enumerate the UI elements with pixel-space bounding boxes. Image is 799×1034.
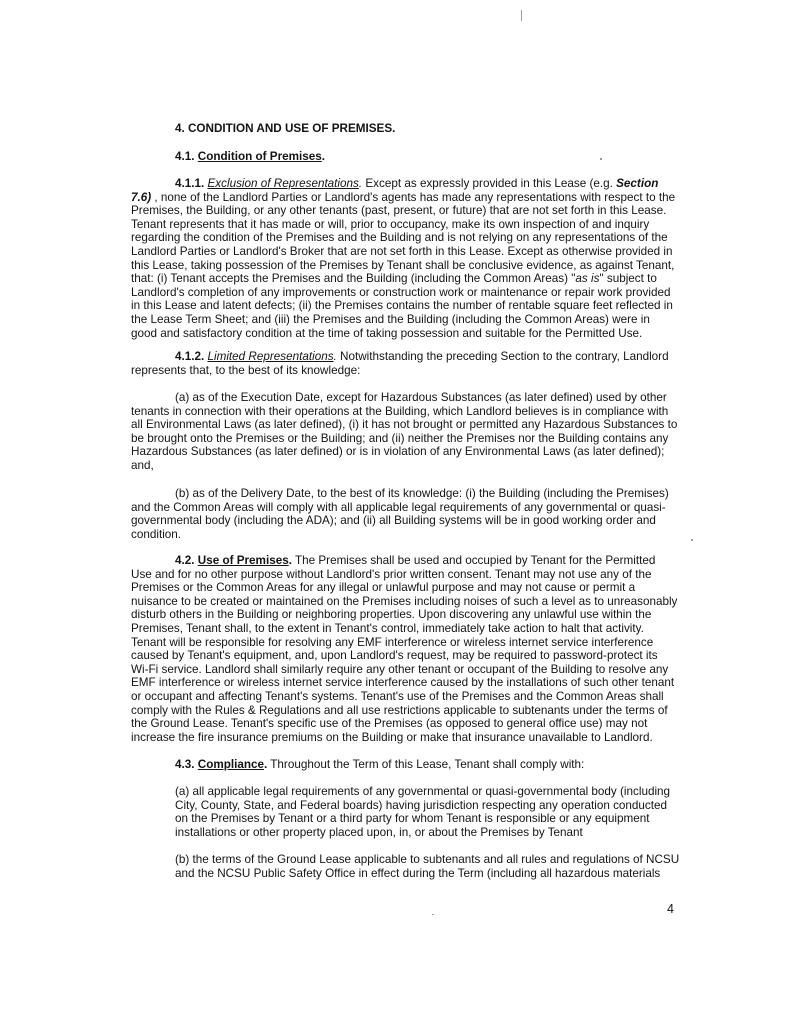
text-line (131, 622, 677, 636)
text-run: Landlord Parties or Landlord's Broker that are not set forth in this Lease. Except as otherwise provided in (131, 244, 673, 258)
text-line (131, 445, 677, 459)
text-run: Use of Premises (197, 554, 289, 567)
text-run: 4.3. (175, 758, 198, 771)
text-run: regarding the condition of the Premises and the Building and is not relying on any representations of the (131, 231, 668, 245)
text-line (131, 514, 669, 528)
text-run: Throughout the Term of this Lease, Tenant shall comply with: (267, 758, 585, 771)
text-run: be brought onto the Premises or the Building; and (ii) neither the Premises nor the Building contains any (131, 431, 669, 445)
text-line (131, 204, 675, 218)
text-line (131, 191, 675, 205)
paragraph-4-3-a (175, 785, 670, 839)
text-run: 4.2. (175, 554, 198, 567)
text-line (131, 649, 677, 663)
text-run: installations or other property placed upon, in, or about the Premises by Tenant (175, 825, 583, 839)
section-heading-4 (175, 122, 395, 136)
text-run: Wi-Fi service. Landlord shall similarly require any other tenant or occupant of the Building to resolve any (131, 662, 669, 676)
text-line (131, 487, 669, 501)
paragraph-4-1-1 (131, 177, 675, 340)
text-line (175, 812, 670, 826)
paragraph-4-3-b (175, 853, 679, 880)
text-line (131, 581, 677, 595)
text-line (131, 350, 669, 364)
text-line (131, 432, 677, 446)
text-line (131, 608, 677, 622)
paragraph-4-1-2-a (131, 391, 677, 473)
text-line (131, 245, 675, 259)
text-run: governmental body (including the ADA); and (ii) all Building systems will be in good working order and (131, 514, 656, 528)
text-run: good and satisfactory condition at the time of taking possession and suitable for the Permitted Use. (131, 326, 643, 340)
text-run: . (321, 150, 326, 163)
text-line (131, 704, 677, 718)
text-line (131, 299, 675, 313)
text-line (131, 218, 675, 232)
text-line (175, 826, 670, 840)
scan-speck (691, 539, 693, 541)
text-run: Section (616, 177, 659, 190)
text-run: Premises, Tenant shall, to the extent in Tenant's control, immediately take action to halt that activity. (131, 621, 644, 635)
scan-speck (521, 10, 522, 21)
paragraph-4-3 (175, 758, 584, 772)
text-line (175, 150, 325, 164)
text-run: increase the fire insurance premiums on the Building or make that insurance unavailable to Landlord. (131, 730, 653, 744)
text-line (131, 231, 675, 245)
text-run: " subject to (599, 272, 657, 286)
text-line (131, 327, 675, 341)
text-run: 7.6) (131, 190, 152, 204)
text-run: Use and for no other purpose without Landlord's prior written consent. Tenant may not use any of the (131, 567, 652, 581)
text-run: that: (i) Tenant accepts the Premises and the Building (including the Common Areas) " (131, 272, 576, 286)
text-line (131, 663, 677, 677)
text-line (175, 799, 670, 813)
text-line (175, 785, 670, 799)
text-run: Tenant will be responsible for resolving any EMF interference or wireless internet service interference (131, 635, 654, 649)
scan-speck (432, 914, 434, 915)
text-line (131, 717, 677, 731)
text-line (131, 286, 675, 300)
text-line (131, 731, 677, 745)
text-run: and, (131, 458, 154, 472)
paragraph-4-1-2-b (131, 487, 669, 541)
text-line (131, 636, 677, 650)
text-run: 4.1.2. (175, 350, 208, 363)
text-line (131, 272, 675, 286)
text-run: City, County, State, and Federal boards) having jurisdiction respecting any operation conducted (175, 798, 668, 812)
text-run: and the NCSU Public Safety Office in effect during the Term (including all hazardous materials (175, 866, 661, 880)
text-line (131, 364, 669, 378)
text-line (131, 568, 677, 582)
text-run: (b) the terms of the Ground Lease applicable to subtenants and all rules and regulations of NCSU (175, 853, 680, 866)
text-run: Except as expressly provided in this Lease (e.g. (362, 177, 617, 190)
text-line (131, 177, 675, 191)
text-line (131, 418, 677, 432)
text-run: Landlord's completion of any improvements or construction work or maintenance or repair work provided (131, 285, 671, 299)
text-line (175, 853, 679, 867)
text-line (131, 676, 677, 690)
text-run: condition. (131, 527, 182, 541)
text-run: . (358, 177, 363, 190)
text-run: Hazardous Substances (as later defined) or is in violation of any Environmental Laws (as later defined); (131, 445, 665, 459)
text-run: Tenant represents that it has made or will, prior to occupancy, make its own inspection of and inquiry (131, 217, 650, 231)
text-run: . (264, 758, 268, 771)
text-run: . (288, 554, 292, 567)
text-run: or occupant and affecting Tenant's systems. Tenant's use of the Premises and the Common Areas shall (131, 689, 664, 703)
text-line (131, 595, 677, 609)
text-line (175, 758, 584, 772)
subsection-heading-4-1 (175, 150, 325, 164)
text-run: caused by Tenant's equipment, and, upon Landlord's request, may be required to password-protect its (131, 649, 658, 663)
paragraph-4-1-2 (131, 350, 669, 377)
text-line (131, 690, 677, 704)
text-run: Exclusion of Representations (207, 177, 359, 190)
text-run: Premises, the Building, or any other tenants (past, present, or future) that are not set forth in this Lease. (131, 204, 667, 218)
text-run: EMF interference or wireless internet service interference caused by the installations of such other tenant (131, 676, 675, 690)
text-run: The Premises shall be used and occupied by Tenant for the Permitted (291, 554, 656, 567)
text-run: the Ground Lease. Tenant's specific use of the Premises (as opposed to general office use) may not (131, 717, 648, 731)
text-run: all Environmental Laws (as later defined), (i) it has not brought or permitted any Hazardous Substances to (131, 418, 678, 432)
text-run: Compliance (197, 758, 264, 771)
text-run: 4.1.1. (175, 177, 208, 190)
text-run: represents that, to the best of its knowledge: (131, 363, 361, 377)
text-run: and the Common Areas will comply with all applicable legal requirements of any governmental or quasi- (131, 500, 666, 514)
text-line (131, 501, 669, 515)
text-line (131, 459, 677, 473)
text-run: (a) all applicable legal requirements of any governmental or quasi-governmental body (including (175, 785, 671, 798)
text-run: on the Premises by Tenant or a third party for whom Tenant is responsible or any equipment (175, 812, 650, 826)
text-run: the Lease Term Sheet; and (iii) the Premises and the Building (including the Common Areas) were in (131, 312, 650, 326)
text-run: Premises or the Common Areas for any illegal or unlawful purpose and may not cause or permit a (131, 581, 636, 595)
text-run: , none of the Landlord Parties or Landlord's agents has made any representations with respect to the (151, 190, 676, 204)
text-line (131, 554, 677, 568)
text-run: in this Lease and latent defects; (ii) the Premises contains the number of rentable square feet reflected in (131, 299, 673, 313)
text-run: Notwithstanding the preceding Section to the contrary, Landlord (336, 350, 669, 363)
text-line (131, 405, 677, 419)
text-line (131, 391, 677, 405)
text-run: this Lease, taking possession of the Premises by Tenant shall be conclusive evidence, as against Tenant, (131, 258, 675, 272)
text-line (131, 313, 675, 327)
text-run: (b) as of the Delivery Date, to the best of its knowledge: (i) the Building (including the Premises) (175, 487, 669, 500)
text-line (175, 122, 395, 136)
page-number: 4 (667, 902, 674, 916)
text-run: 4.1. (175, 150, 198, 163)
text-line (175, 867, 679, 881)
text-run: as is (575, 272, 600, 286)
text-run: tenants in connection with their operations at the Building, which Landlord believes is in compliance with (131, 404, 669, 418)
paragraph-4-2 (131, 554, 677, 744)
text-run: Condition of Premises (197, 150, 322, 163)
text-run: . (333, 350, 337, 363)
text-line (131, 528, 669, 542)
text-run: nuisance to be created or maintained on the Premises including noises of such a level as to unreasonably (131, 594, 678, 608)
text-run: comply with the Rules & Regulations and all use restrictions applicable to subtenants under the terms of (131, 703, 668, 717)
text-run: Limited Representations (207, 350, 334, 363)
scan-speck (600, 158, 602, 160)
text-run: disturb others in the Building or neighboring properties. Upon discovering any unlawful use within the (131, 608, 652, 622)
text-run: (a) as of the Execution Date, except for Hazardous Substances (as later defined) used by other (175, 391, 667, 404)
text-run: 4. CONDITION AND USE OF PREMISES. (175, 122, 396, 135)
text-line (131, 259, 675, 273)
